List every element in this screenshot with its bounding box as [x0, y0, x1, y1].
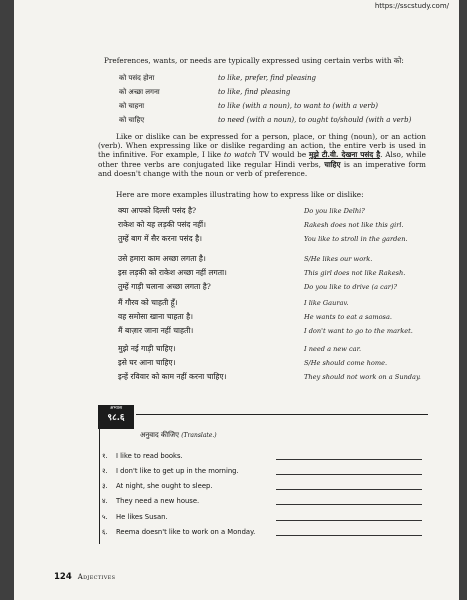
- example-english: S/He should come home.: [304, 359, 388, 367]
- example-hindi: इसे घर आना चाहिए।: [118, 358, 176, 367]
- example-hindi: उसे हमारा काम अच्छा लगता है।: [118, 254, 206, 263]
- exercise-top-rule: [136, 414, 428, 415]
- answer-line[interactable]: [276, 459, 422, 460]
- intro-text: Preferences, wants, or needs are typically expressed using certain verbs with को:: [104, 56, 404, 65]
- example-hindi: इस लड़की को राकेश अच्छा नहीं लगता।: [118, 268, 227, 277]
- exercise-item: ६. Reema doesn't like to work on a Monday.: [102, 528, 256, 536]
- verb-meaning: to like (with a noun), to want to (with a verb): [218, 102, 378, 110]
- example-hindi: मैं बाज़ार जाना नहीं चाहती।: [118, 326, 194, 335]
- example-english: You like to stroll in the garden.: [304, 235, 408, 243]
- example-english: This girl does not like Rakesh.: [304, 269, 406, 277]
- exercise-badge: [98, 405, 134, 429]
- example-english: I like Gaurav.: [304, 299, 349, 307]
- example-hindi: वह समोसा खाना चाहता है।: [118, 312, 194, 321]
- page-footer: [54, 572, 115, 582]
- example-hindi: क्या आपको दिल्ली पसंद है?: [118, 206, 197, 215]
- verb-meaning: to need (with a noun), to ought to/should (with a verb): [218, 116, 412, 124]
- example-hindi: इन्हें रविवार को काम नहीं करना चाहिए।: [118, 372, 227, 381]
- example-english: He wants to eat a samosa.: [304, 313, 392, 321]
- example-hindi: मैं गौरव को चाहती हूँ।: [118, 298, 178, 307]
- exercise-item: ५. He likes Susan.: [102, 513, 168, 521]
- verb-row: को चाहना: [119, 102, 145, 110]
- verb-meaning: to like, prefer, find pleasing: [218, 74, 317, 82]
- verb-meaning: to like, find pleasing: [218, 88, 291, 96]
- verb-row: को पसंद होना: [119, 74, 155, 82]
- exercise-badge-label: अभ्यास: [109, 406, 123, 411]
- example-english: Rakesh does not like this girl.: [304, 221, 404, 229]
- exercise-item: १. I like to read books.: [102, 452, 183, 460]
- example-english: I need a new car.: [304, 345, 362, 353]
- book-page: [14, 0, 459, 600]
- answer-line[interactable]: [276, 535, 422, 536]
- verb-row: को चाहिए: [119, 116, 145, 124]
- answer-line[interactable]: [276, 474, 422, 475]
- exercise-heading: अनुवाद कीजिए (Translate.): [140, 431, 217, 439]
- exercise-item: ४. They need a new house.: [102, 497, 200, 505]
- answer-line[interactable]: [276, 504, 422, 505]
- example-hindi: मुझे नई गाड़ी चाहिए।: [118, 344, 176, 353]
- example-hindi: तुम्हें बाग में सैर करना पसंद है।: [118, 234, 203, 243]
- example-english: S/He likes our work.: [304, 255, 373, 263]
- section-title: Adjectives: [77, 573, 116, 581]
- example-english: They should not work on a Sunday.: [304, 373, 421, 381]
- example-english: I don't want to go to the market.: [304, 327, 413, 335]
- page-number: 124: [54, 572, 72, 582]
- watermark-url: https://sscstudy.com/: [374, 2, 449, 10]
- example-hindi: तुम्हें गाड़ी चलाना अच्छा लगता है?: [118, 282, 211, 291]
- answer-line[interactable]: [276, 520, 422, 521]
- answer-line[interactable]: [276, 489, 422, 490]
- example-hindi: राकेश को यह लड़की पसंद नहीं।: [118, 220, 206, 229]
- exercise-side-rule: [99, 421, 100, 544]
- example-english: Do you like to drive (a car)?: [304, 283, 398, 291]
- exercise-item: २. I don't like to get up in the morning.: [102, 467, 239, 475]
- exercise-number: ९८.६: [107, 413, 125, 423]
- verb-row: को अच्छा लगना: [119, 88, 160, 96]
- examples-intro: Here are more examples illustrating how to express like or dislike:: [116, 190, 364, 199]
- explanation-paragraph: Like or dislike can be expressed for a person, place, or thing (noun), or an action (verb). When expressing like or dislike regarding an action, the entire verb is used in the infinitive. For example, I like to watch TV would be मुझे टी.वी. देखना पसंद है. Also, while other three verbs are conjugated like regular Hindi verbs, चाहिए is an imperative form and doesn't change with the noun or verb of preference.: [98, 132, 426, 178]
- exercise-item: ३. At night, she ought to sleep.: [102, 482, 213, 490]
- example-english: Do you like Delhi?: [304, 207, 365, 215]
